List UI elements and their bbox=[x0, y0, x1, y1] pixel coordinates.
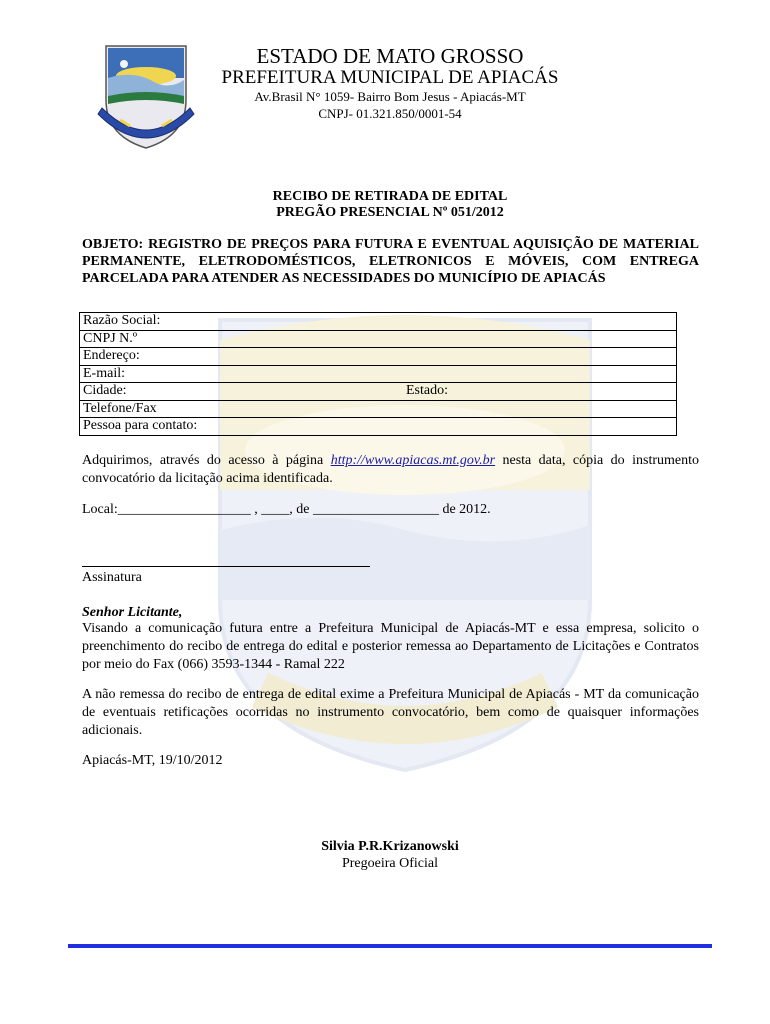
razao-social-label: Razão Social: bbox=[83, 313, 161, 328]
instruction-paragraph: Visando a comunicação futura entre a Prefeitura Municipal de Apiacás-MT e essa empresa, solicito o preenchimento do recibo de entrega do edital e posterior remessa ao Departamento de Licitações e Contratos por meio do Fax (066) 3593-1344 - Ramal 222 bbox=[82, 621, 699, 672]
endereco-label: Endereço: bbox=[83, 348, 140, 363]
local-date-line: Local:___________________ , ____, de __________________ de 2012. bbox=[82, 502, 491, 517]
estado-label: Estado: bbox=[406, 383, 448, 398]
receipt-title: RECIBO DE RETIRADA DE EDITAL bbox=[272, 189, 508, 204]
municipal-crest-logo bbox=[94, 40, 198, 152]
cnpj-line: CNPJ- 01.321.850/0001-54 bbox=[318, 106, 462, 121]
acquisition-text-start: Adquirimos, através do acesso à página bbox=[82, 453, 331, 468]
signature-line bbox=[82, 566, 370, 567]
cidade-label: Cidade: bbox=[83, 383, 127, 398]
cnpj-label: CNPJ N.º bbox=[83, 330, 138, 346]
form-row-razao-social[interactable] bbox=[80, 313, 676, 331]
acquisition-paragraph bbox=[82, 452, 699, 488]
issue-date: Apiacás-MT, 19/10/2012 bbox=[82, 753, 223, 768]
telefone-label: Telefone/Fax bbox=[83, 400, 157, 416]
prefeitura-title: PREFEITURA MUNICIPAL DE APIACÁS bbox=[221, 67, 559, 88]
company-info-form bbox=[79, 312, 677, 436]
signatory-role: Pregoeira Oficial bbox=[341, 856, 438, 871]
state-title: ESTADO DE MATO GROSSO bbox=[256, 44, 524, 68]
form-row-cidade[interactable] bbox=[80, 383, 676, 401]
footer-divider bbox=[68, 944, 712, 948]
form-row-endereco[interactable] bbox=[80, 348, 676, 366]
form-row-telefone[interactable] bbox=[80, 401, 676, 419]
acquisition-text-end: nesta data, cópia do instrumento convocatório da licitação acima identificada. bbox=[82, 453, 699, 486]
contato-label: Pessoa para contato: bbox=[83, 418, 198, 433]
notice-paragraph: A não remessa do recibo de entrega de edital exime a Prefeitura Municipal de Apiacás - MT da comunicação de eventuais retificações ocorridas no instrumento convocatório, bem como de quaisquer informações adicionais. bbox=[82, 687, 699, 738]
signatory-name: Silvia P.R.Krizanowski bbox=[321, 839, 459, 854]
salutation: Senhor Licitante, bbox=[82, 605, 183, 620]
website-link[interactable]: http://www.apiacas.mt.gov.br bbox=[330, 453, 496, 468]
form-row-cnpj[interactable] bbox=[80, 331, 676, 349]
address-line: Av.Brasil N° 1059- Bairro Bom Jesus - Apiacás-MT bbox=[254, 89, 526, 104]
receipt-subtitle: PREGÃO PRESENCIAL Nº 051/2012 bbox=[276, 205, 504, 220]
signature-label: Assinatura bbox=[82, 570, 142, 585]
form-row-contato[interactable] bbox=[80, 418, 676, 435]
objeto-paragraph: OBJETO: REGISTRO DE PREÇOS PARA FUTURA E EVENTUAL AQUISIÇÃO DE MATERIAL PERMANENTE, ELETRODOMÉSTICOS, ELETRONICOS E MÓVEIS, COM ENTREGA PARCELADA PARA ATENDER AS NECESSIDADES DO MUNICÍPIO DE APIACÁS bbox=[82, 237, 699, 286]
form-row-email[interactable] bbox=[80, 366, 676, 384]
email-label: E-mail: bbox=[83, 365, 125, 381]
